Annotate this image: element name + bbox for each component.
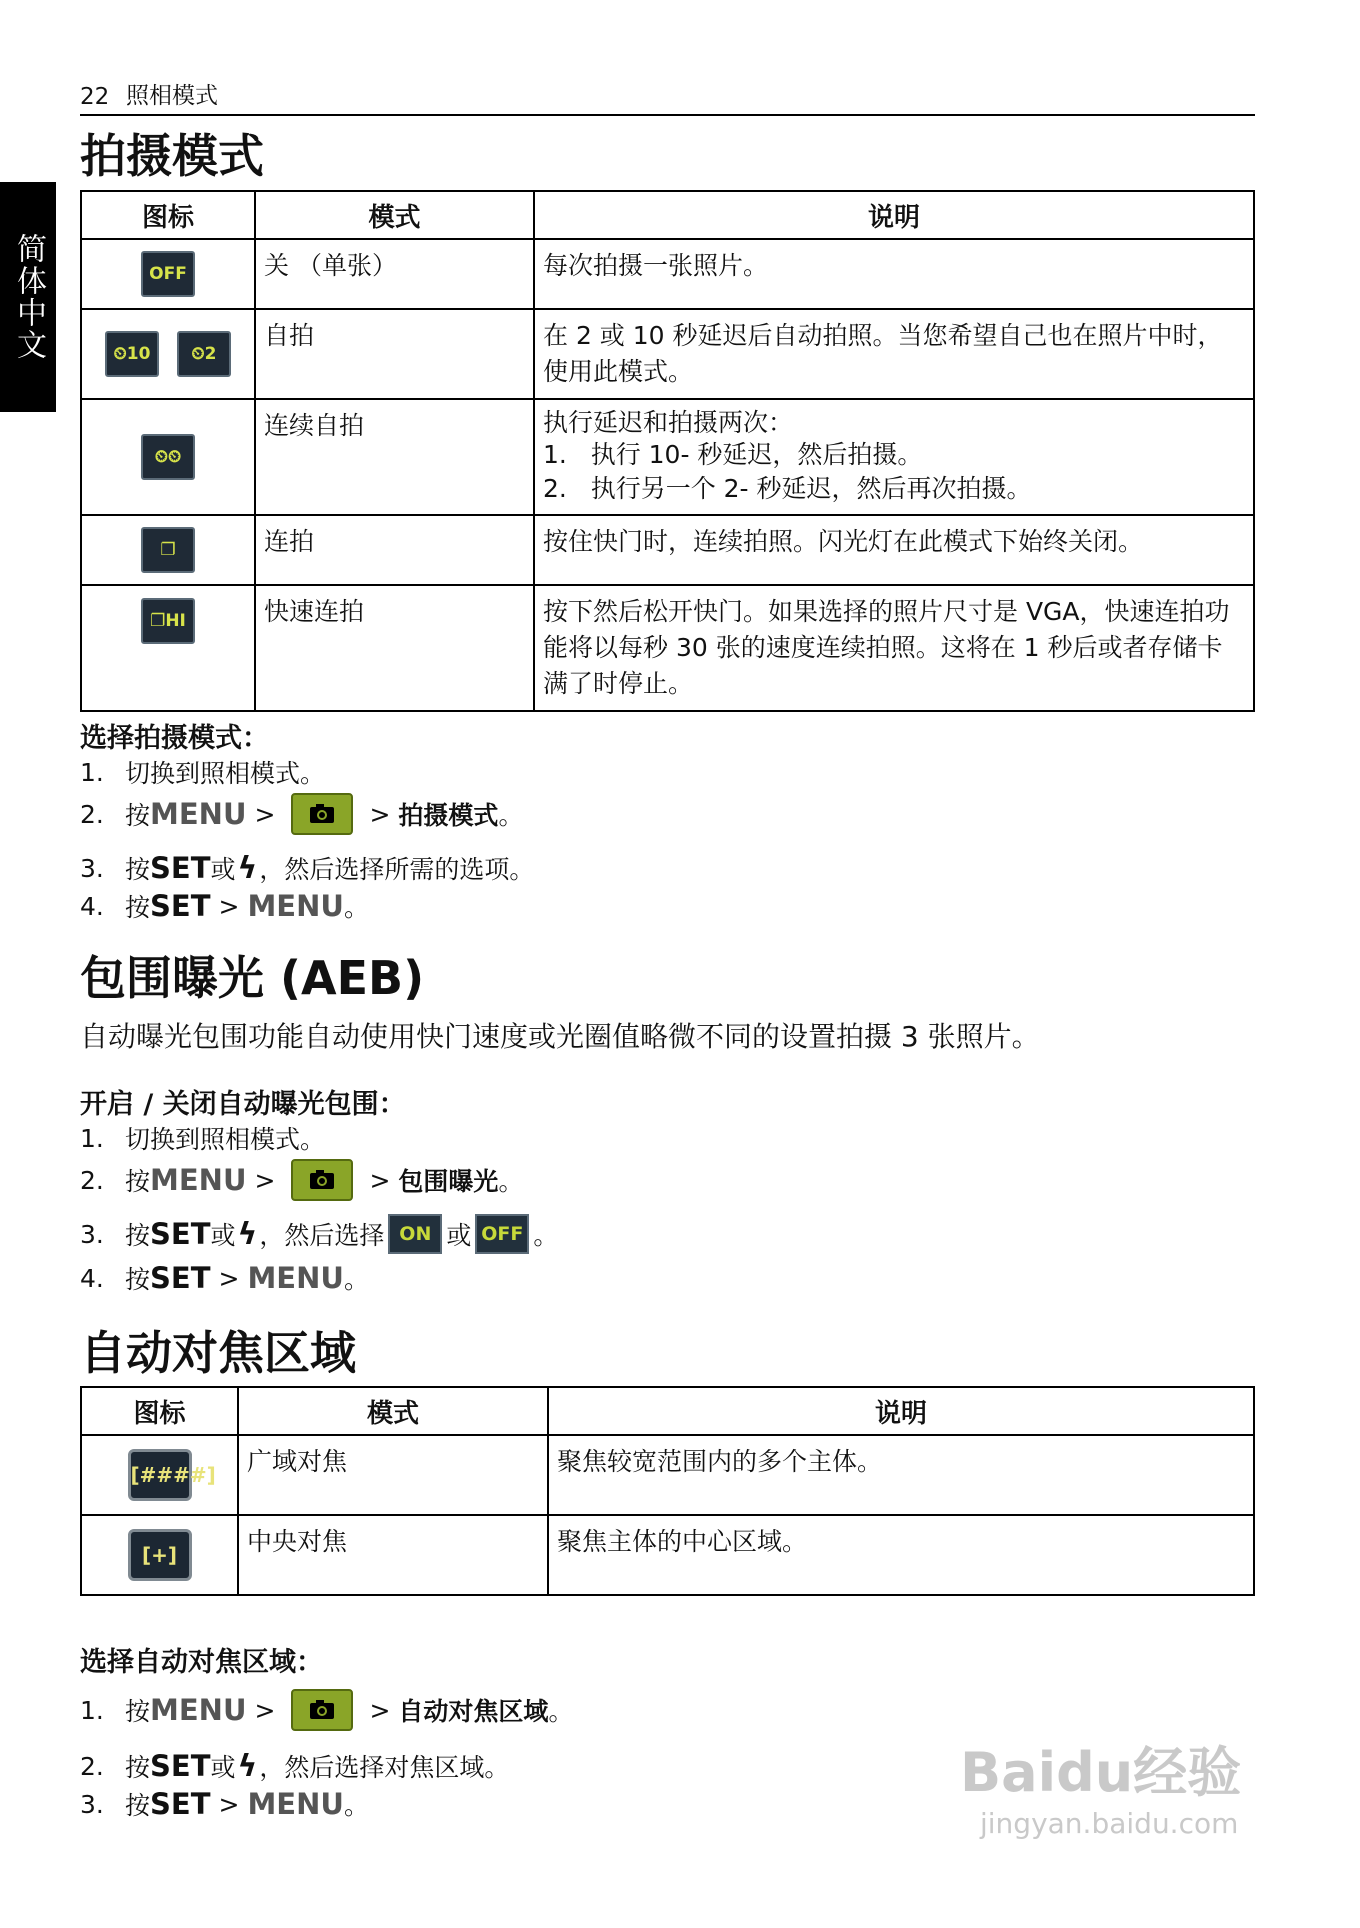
step-text: 切换到照相模式。 xyxy=(125,759,326,788)
sub-heading: 开启 / 关闭自动曝光包围： xyxy=(80,1089,406,1120)
aeb-intro: 自动曝光包围功能自动使用快门速度或光圈值略微不同的设置拍摄 3 张照片。 xyxy=(80,1020,1040,1053)
step-text: 或 xyxy=(446,1221,472,1250)
section-title-aeb: 包围曝光 (AEB) xyxy=(80,951,425,1005)
set-key: SET xyxy=(150,1217,211,1251)
watermark-brand: Baidu经验 xyxy=(960,1741,1242,1804)
table-row xyxy=(81,1515,1254,1595)
col-header-mode: 模式 xyxy=(238,1387,548,1435)
desc-line: 执行延迟和拍摄两次： xyxy=(543,408,794,437)
set-key: SET xyxy=(150,1787,211,1821)
flash-icon: ϟ xyxy=(237,1748,258,1784)
step-number: 2. xyxy=(80,1751,104,1781)
step xyxy=(80,1690,573,1730)
step-text: 按 xyxy=(125,1791,151,1820)
punct: 。 xyxy=(498,1167,524,1196)
desc-cell xyxy=(534,399,1254,515)
menu-target: 拍摄模式 xyxy=(398,801,499,830)
camera-menu-icon xyxy=(291,793,353,835)
step-number: 3. xyxy=(80,853,104,883)
step-number: 1. xyxy=(80,1695,104,1725)
mode-cell: 广域对焦 xyxy=(238,1435,548,1515)
table-row xyxy=(81,399,1254,515)
menu-key: MENU xyxy=(150,1693,247,1727)
desc-line: 1. 执行 10- 秒延迟，然后拍摄。 xyxy=(543,440,923,469)
flash-icon: ϟ xyxy=(237,850,258,886)
mode-cell: 快速连拍 xyxy=(255,585,534,711)
desc-cell: 聚焦较宽范围内的多个主体。 xyxy=(548,1435,1254,1515)
step-number: 4. xyxy=(80,891,104,921)
step-number: 1. xyxy=(80,757,104,787)
high-speed-continuous-icon: ❐HI xyxy=(141,598,195,644)
header-section: 照相模式 xyxy=(126,83,218,109)
section-title-af-area: 自动对焦区域 xyxy=(80,1326,356,1380)
step-text: 按 xyxy=(125,1167,151,1196)
separator: > xyxy=(369,1165,391,1195)
shooting-mode-table xyxy=(80,190,1255,712)
punct: 。 xyxy=(343,1791,369,1820)
step-text: ，然后选择 xyxy=(259,1221,385,1250)
mode-cell: 连续自拍 xyxy=(255,399,534,515)
punct: 。 xyxy=(343,893,369,922)
step-text: 按 xyxy=(125,1697,151,1726)
menu-key: MENU xyxy=(247,1261,344,1295)
table-row xyxy=(81,585,1254,711)
punct: 。 xyxy=(498,801,524,830)
separator: > xyxy=(218,1263,240,1293)
step-number: 2. xyxy=(80,1165,104,1195)
mode-cell: 自拍 xyxy=(255,309,534,399)
menu-key: MENU xyxy=(247,1787,344,1821)
punct: 。 xyxy=(343,1265,369,1294)
separator: > xyxy=(254,1165,276,1195)
mode-cell: 中央对焦 xyxy=(238,1515,548,1595)
step xyxy=(80,848,534,888)
mode-cell: 连拍 xyxy=(255,515,534,585)
flash-icon: ϟ xyxy=(237,1216,258,1252)
step-text: 按 xyxy=(125,1753,151,1782)
wide-af-icon: [####] xyxy=(128,1449,192,1501)
step xyxy=(80,752,325,792)
set-key: SET xyxy=(150,1261,211,1295)
step-text: 按 xyxy=(125,855,151,884)
sub-heading: 选择拍摄模式： xyxy=(80,723,269,754)
step-text: ，然后选择对焦区域。 xyxy=(259,1753,510,1782)
center-af-icon: [+] xyxy=(128,1529,192,1581)
col-header-desc: 说明 xyxy=(534,191,1254,239)
self-timer-10s-icon: ⏲10 xyxy=(105,331,159,377)
step xyxy=(80,886,369,926)
step xyxy=(80,1214,558,1254)
step xyxy=(80,1784,369,1824)
step-text: ，然后选择所需的选项。 xyxy=(259,855,535,884)
table-row xyxy=(81,1435,1254,1515)
camera-menu-icon xyxy=(291,1159,353,1201)
on-icon: ON xyxy=(388,1214,442,1254)
step xyxy=(80,1160,523,1200)
separator: > xyxy=(369,799,391,829)
desc-cell: 在 2 或 10 秒延迟后自动拍照。当您希望自己也在照片中时，使用此模式。 xyxy=(534,309,1254,399)
page-number: 22 xyxy=(80,84,110,110)
step-number: 4. xyxy=(80,1263,104,1293)
col-header-mode: 模式 xyxy=(255,191,534,239)
punct: 。 xyxy=(548,1697,574,1726)
step-text: 切换到照相模式。 xyxy=(125,1125,326,1154)
step xyxy=(80,1746,509,1786)
watermark-url: jingyan.baidu.com xyxy=(980,1807,1239,1840)
double-self-timer-icon: ⏲⏲ xyxy=(141,434,195,480)
self-timer-2s-icon: ⏲2 xyxy=(177,331,231,377)
menu-key: MENU xyxy=(150,797,247,831)
desc-cell: 按住快门时，连续拍照。闪光灯在此模式下始终关闭。 xyxy=(534,515,1254,585)
col-header-desc: 说明 xyxy=(548,1387,1254,1435)
menu-key: MENU xyxy=(150,1163,247,1197)
camera-menu-icon xyxy=(291,1689,353,1731)
page-header xyxy=(80,78,1255,116)
desc-cell: 每次拍摄一张照片。 xyxy=(534,239,1254,309)
menu-key: MENU xyxy=(247,889,344,923)
step-number: 3. xyxy=(80,1219,104,1249)
step-number: 2. xyxy=(80,799,104,829)
step-text: 按 xyxy=(125,893,151,922)
section-title-shooting-mode: 拍摄模式 xyxy=(80,129,264,183)
step-text: 或 xyxy=(210,1753,236,1782)
baidu-watermark xyxy=(960,1730,1241,1840)
step-text: 按 xyxy=(125,801,151,830)
off-icon: OFF xyxy=(141,251,195,297)
step xyxy=(80,794,523,834)
sub-heading: 选择自动对焦区域： xyxy=(80,1647,323,1678)
set-key: SET xyxy=(150,1749,211,1783)
separator: > xyxy=(218,1789,240,1819)
desc-line: 2. 执行另一个 2- 秒延迟，然后再次拍摄。 xyxy=(543,474,1032,503)
step-text: 按 xyxy=(125,1221,151,1250)
desc-cell: 聚焦主体的中心区域。 xyxy=(548,1515,1254,1595)
menu-target: 自动对焦区域 xyxy=(398,1697,549,1726)
set-key: SET xyxy=(150,851,211,885)
continuous-shot-icon: ❐ xyxy=(141,527,195,573)
separator: > xyxy=(218,891,240,921)
set-key: SET xyxy=(150,889,211,923)
step-text: 或 xyxy=(210,855,236,884)
off-icon: OFF xyxy=(475,1214,529,1254)
punct: 。 xyxy=(533,1221,559,1250)
step-text: 按 xyxy=(125,1265,151,1294)
step-text: 或 xyxy=(210,1221,236,1250)
language-side-tab: 简体中文 xyxy=(0,182,56,412)
table-row xyxy=(81,239,1254,309)
table-row xyxy=(81,309,1254,399)
step xyxy=(80,1258,369,1298)
col-header-icon: 图标 xyxy=(81,1387,238,1435)
col-header-icon: 图标 xyxy=(81,191,255,239)
desc-cell: 按下然后松开快门。如果选择的照片尺寸是 VGA，快速连拍功能将以每秒 30 张的速度连续拍照。这将在 1 秒后或者存储卡满了时停止。 xyxy=(534,585,1254,711)
separator: > xyxy=(254,799,276,829)
step-number: 1. xyxy=(80,1123,104,1153)
step xyxy=(80,1118,325,1158)
mode-cell: 关 （单张） xyxy=(255,239,534,309)
af-area-table xyxy=(80,1386,1255,1596)
step-number: 3. xyxy=(80,1789,104,1819)
menu-target: 包围曝光 xyxy=(398,1167,499,1196)
separator: > xyxy=(369,1695,391,1725)
table-row xyxy=(81,515,1254,585)
separator: > xyxy=(254,1695,276,1725)
